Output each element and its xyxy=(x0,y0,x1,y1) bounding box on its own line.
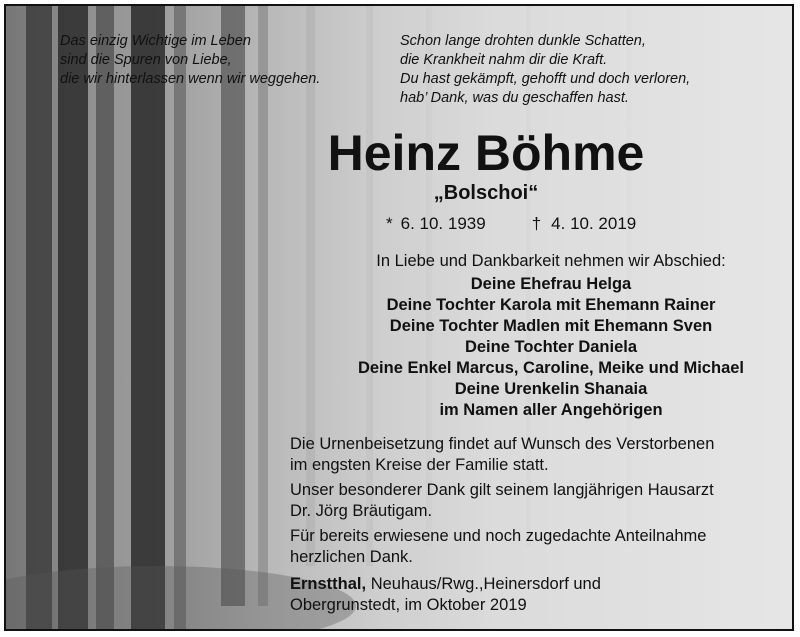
mourner-line: Deine Tochter Daniela xyxy=(464,338,638,356)
life-dates xyxy=(386,214,636,234)
notice-line: Für bereits erwiesene und noch zugedachte Anteilnahme xyxy=(290,527,707,545)
place-line-1: Neuhaus/Rwg.,Heinersdorf und xyxy=(370,575,601,593)
mourner-line: Deine Tochter Karola mit Ehemann Rainer xyxy=(386,296,716,314)
poem-line: die wir hinterlassen wenn wir weggehen. xyxy=(60,71,321,87)
mourner-line: Deine Tochter Madlen mit Ehemann Sven xyxy=(389,317,713,335)
notice-line: Unser besonderer Dank gilt seinem langjährigen Hausarzt xyxy=(290,481,714,499)
birth-date: 6. 10. 1939 xyxy=(400,214,486,233)
deceased-name: Heinz Böhme xyxy=(327,125,645,181)
notice-line: im engsten Kreise der Familie statt. xyxy=(290,456,549,474)
birth-symbol: * xyxy=(386,214,393,233)
mourners-list xyxy=(296,274,794,421)
mourner-line: im Namen aller Angehörigen xyxy=(439,401,663,419)
notice-line: Dr. Jörg Bräutigam. xyxy=(290,502,433,520)
poem-line: Du hast gekämpft, gehofft und doch verloren, xyxy=(400,71,691,87)
farewell-intro: In Liebe und Dankbarkeit nehmen wir Abschied: xyxy=(376,252,726,270)
notice-line: Die Urnenbeisetzung findet auf Wunsch des Verstorbenen xyxy=(290,435,715,453)
place-line-2: Obergrunstedt, im Oktober 2019 xyxy=(290,596,527,614)
mourner-line: Deine Enkel Marcus, Caroline, Meike und Michael xyxy=(357,359,745,377)
notice-line: herzlichen Dank. xyxy=(290,548,413,566)
poem-line: sind die Spuren von Liebe, xyxy=(60,52,232,68)
poem-line: die Krankheit nahm dir die Kraft. xyxy=(400,52,608,68)
deceased-nickname: „Bolschoi“ xyxy=(433,182,539,204)
poem-line: Schon lange drohten dunkle Schatten, xyxy=(400,33,646,49)
notice-text xyxy=(290,434,714,568)
poem-right xyxy=(400,32,690,108)
poem-left xyxy=(60,32,320,89)
place-and-date xyxy=(290,574,601,616)
poem-line: Das einzig Wichtige im Leben xyxy=(60,33,251,49)
place-town: Ernstthal, xyxy=(290,575,367,593)
mourner-line: Deine Urenkelin Shanaia xyxy=(454,380,648,398)
poem-line: hab’ Dank, was du geschaffen hast. xyxy=(400,90,629,106)
obituary-card xyxy=(4,4,794,631)
death-symbol: † xyxy=(531,214,542,233)
mourner-line: Deine Ehefrau Helga xyxy=(470,275,632,293)
death-date: 4. 10. 2019 xyxy=(551,214,637,233)
